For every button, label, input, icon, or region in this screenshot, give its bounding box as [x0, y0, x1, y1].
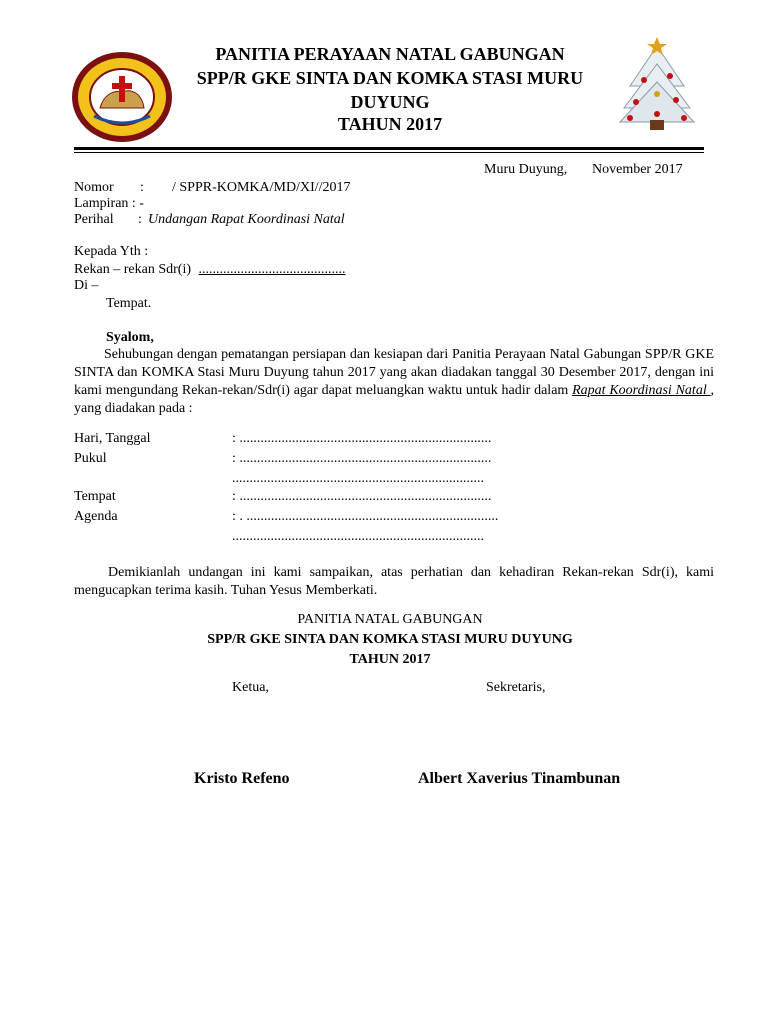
recipient-dots: ..........................................: [198, 262, 346, 277]
recipient-line-3: Di –: [74, 278, 99, 293]
header-line-4: TAHUN 2017: [337, 114, 443, 134]
header-rule-thin: [74, 152, 704, 153]
greeting: Syalom,: [106, 330, 154, 345]
body-paragraph-link: Rapat Koordinasi Natal: [572, 383, 711, 398]
sekretaris-title: Sekretaris,: [486, 680, 546, 695]
ketua-title: Ketua,: [232, 680, 269, 695]
perihal-sep: :: [138, 212, 142, 227]
footer-line-2: SPP/R GKE SINTA DAN KOMKA STASI MURU DUYUNG: [207, 632, 573, 647]
ketua-name: Kristo Refeno: [194, 770, 290, 787]
recipient-prefix: Rekan – rekan Sdr(i): [74, 262, 192, 277]
footer-line-1: PANITIA NATAL GABUNGAN: [297, 612, 483, 627]
christmas-tree-icon: [614, 36, 700, 132]
recipient-line-2: [74, 262, 346, 278]
field-value-agenda-2: ........................................................................: [232, 529, 484, 544]
date-text: November 2017: [592, 162, 683, 177]
header-rule-thick: [74, 147, 704, 150]
recipient-line-1: Kepada Yth :: [74, 244, 149, 259]
footer-line-3: TAHUN 2017: [349, 652, 431, 667]
field-label-agenda: Agenda: [74, 509, 118, 524]
sekretaris-name: Albert Xaverius Tinambunan: [418, 770, 621, 787]
field-value-pukul: : ........................................................................: [232, 451, 492, 466]
body-paragraph: [74, 346, 714, 418]
field-value-tempat: : ........................................................................: [232, 489, 492, 504]
perihal-value: Undangan Rapat Koordinasi Natal: [148, 212, 345, 227]
field-value-pukul-2: ........................................................................: [232, 471, 484, 486]
nomor-sep: :: [140, 180, 144, 195]
closing-text: Demikianlah undangan ini kami sampaikan, atas perhatian dan kehadiran Rekan-rekan Sdr(i), kami mengucapkan terima kasih. Tuhan Yesus Memberkati.: [74, 565, 714, 598]
recipient-line-4: Tempat.: [106, 296, 152, 311]
perihal-label: Perihal: [74, 212, 114, 227]
lampiran-text: Lampiran : -: [74, 196, 144, 211]
nomor-value: / SPPR-KOMKA/MD/XI//2017: [172, 180, 351, 195]
field-value-agenda: : . ........................................................................: [232, 509, 499, 524]
field-value-hari: : ........................................................................: [232, 431, 492, 446]
header-line-1: PANITIA PERAYAAN NATAL GABUNGAN: [215, 44, 565, 64]
nomor-label: Nomor: [74, 180, 114, 195]
header-line-2: SPP/R GKE SINTA DAN KOMKA STASI MURU: [196, 68, 584, 88]
body-paragraph-part-1: Sehubungan dengan pematangan persiapan dan kesiapan dari Panitia Perayaan Natal Gabungan SPP/R GKE SINTA dan KOMKA Stasi Muru Duyung tahun 2017 yang akan diadakan tanggal 30 Desember 2017, dengan ini kami mengundang Rekan-rekan/Sdr(i) agar dapat meluangkan waktu untuk hadir dalam: [74, 347, 714, 398]
field-label-hari: Hari, Tanggal: [74, 431, 151, 446]
closing-paragraph: [74, 564, 714, 600]
place-text: Muru Duyung,: [484, 162, 568, 177]
body-paragraph-part-2: , yang diadakan pada :: [74, 383, 714, 416]
field-label-pukul: Pukul: [74, 451, 107, 466]
field-label-tempat: Tempat: [74, 489, 116, 504]
header-line-3: DUYUNG: [350, 92, 430, 112]
